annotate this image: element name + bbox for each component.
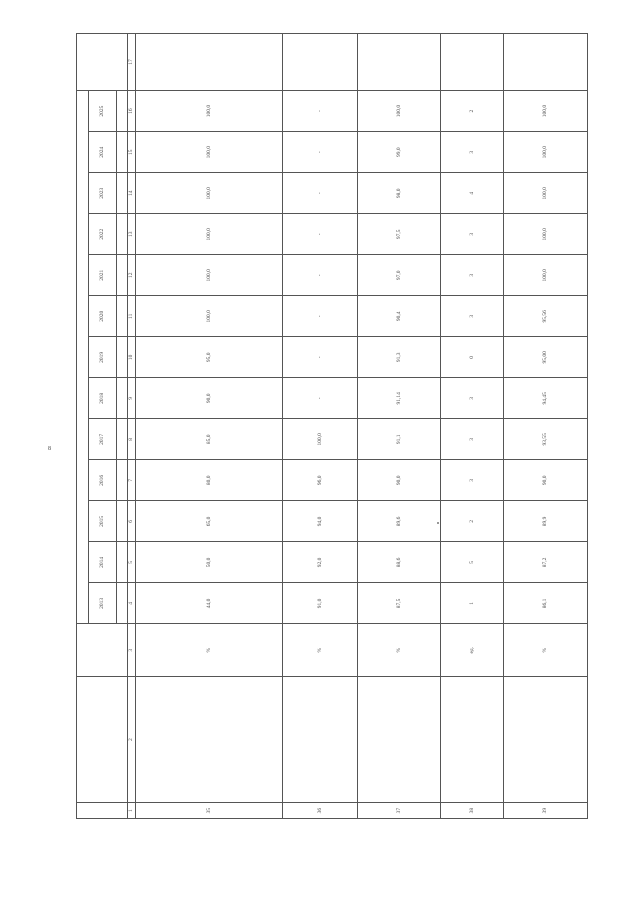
column-number: 2: [128, 677, 136, 803]
value-cell: 44,0: [136, 583, 283, 624]
value-cell: 90,0: [504, 460, 588, 501]
header-year: 2019: [89, 337, 117, 378]
header-year: 2013: [89, 583, 117, 624]
unit-cell: %: [283, 624, 358, 677]
header-year: 2024: [89, 132, 117, 173]
section-cell: [136, 34, 283, 91]
value-cell: 86,1: [504, 583, 588, 624]
header-year: 2023: [89, 173, 117, 214]
indicator-table-sheet: [76, 33, 584, 819]
header-unit: [77, 624, 128, 677]
column-number: 4: [128, 583, 136, 624]
value-cell: 100,0: [504, 132, 588, 173]
section-cell: [358, 34, 441, 91]
header-year-note: [117, 337, 128, 378]
column-number: 12: [128, 255, 136, 296]
header-year-note: [117, 132, 128, 173]
value-cell: 100,0: [136, 296, 283, 337]
value-cell: 100,0: [504, 173, 588, 214]
header-year: 2017: [89, 419, 117, 460]
column-number: 8: [128, 419, 136, 460]
value-cell: 88,6: [358, 542, 441, 583]
value-cell: 97,0: [358, 255, 441, 296]
value-cell: 100,0: [504, 91, 588, 132]
value-cell: 95,00: [504, 337, 588, 378]
value-cell: 92,0: [283, 542, 358, 583]
value-cell: 100,0: [136, 214, 283, 255]
column-number: 11: [128, 296, 136, 337]
unit-cell: %: [358, 624, 441, 677]
indicator-table: [76, 33, 588, 819]
value-cell: 2: [441, 91, 504, 132]
value-cell: 0: [441, 337, 504, 378]
value-cell: -: [283, 255, 358, 296]
column-number: 10: [128, 337, 136, 378]
header-indicator-name: [77, 677, 128, 803]
column-number: 5: [128, 542, 136, 583]
column-number: 3: [128, 624, 136, 677]
value-cell: 89,6: [358, 501, 441, 542]
value-cell: -: [283, 91, 358, 132]
header-year-note: [117, 255, 128, 296]
unit-cell: %: [504, 624, 588, 677]
value-cell: 80,0: [136, 460, 283, 501]
header-year: 2020: [89, 296, 117, 337]
header-year-note: [117, 173, 128, 214]
column-number: 17: [128, 34, 136, 91]
value-cell: 100,0: [358, 91, 441, 132]
value-cell: 91,3: [358, 337, 441, 378]
column-number: 15: [128, 132, 136, 173]
value-cell: 95,56: [504, 296, 588, 337]
value-cell: 87,2: [504, 542, 588, 583]
header-year: 2016: [89, 460, 117, 501]
value-cell: 91,1: [358, 419, 441, 460]
value-cell: -: [283, 296, 358, 337]
section-cell: [504, 34, 588, 91]
column-number: 7: [128, 460, 136, 501]
indicator-name: [136, 677, 283, 803]
value-cell: 100,0: [136, 132, 283, 173]
value-cell: 3: [441, 214, 504, 255]
column-number: 14: [128, 173, 136, 214]
value-cell: 100,0: [504, 214, 588, 255]
header-year: 2015: [89, 501, 117, 542]
table-row: [136, 34, 283, 819]
row-number: 39: [504, 803, 588, 819]
header-year-note: [117, 378, 128, 419]
value-cell: 100,0: [283, 419, 358, 460]
value-cell: 97,5: [358, 214, 441, 255]
value-cell: 90,0: [136, 378, 283, 419]
table-row: [504, 34, 588, 819]
header-year-note: [117, 583, 128, 624]
column-number: 1: [128, 803, 136, 819]
indicator-name: [504, 677, 588, 803]
value-cell: 100,0: [504, 255, 588, 296]
header-year-note: [117, 296, 128, 337]
value-cell: 96,0: [283, 460, 358, 501]
page-number: 8: [48, 446, 51, 452]
value-cell: 65,0: [136, 501, 283, 542]
row-number: 37: [358, 803, 441, 819]
value-cell: 100,0: [136, 91, 283, 132]
column-number: 16: [128, 91, 136, 132]
value-cell: 3: [441, 419, 504, 460]
value-cell: 3: [441, 132, 504, 173]
unit-cell: ед.: [441, 624, 504, 677]
indicator-name: [441, 677, 504, 803]
value-cell: 91,14: [358, 378, 441, 419]
value-cell: -: [283, 337, 358, 378]
column-number: 13: [128, 214, 136, 255]
value-cell: 90,0: [358, 460, 441, 501]
table-row: [441, 34, 504, 819]
value-cell: 93,55: [504, 419, 588, 460]
value-cell: -: [283, 132, 358, 173]
header-year-note: [117, 501, 128, 542]
value-cell: 89,9: [504, 501, 588, 542]
value-cell: 91,0: [283, 583, 358, 624]
header-section: [77, 34, 128, 91]
value-cell: 100,0: [136, 255, 283, 296]
table-row: [358, 34, 441, 819]
value-cell: 95,0: [136, 337, 283, 378]
value-cell: 99,0: [358, 132, 441, 173]
value-cell: 94,45: [504, 378, 588, 419]
unit-cell: %: [136, 624, 283, 677]
header-year-note: [117, 214, 128, 255]
header-year: 2018: [89, 378, 117, 419]
value-cell: -: [283, 173, 358, 214]
header-year: 2025: [89, 91, 117, 132]
value-cell: 5: [441, 542, 504, 583]
column-number: 6: [128, 501, 136, 542]
value-cell: 50,0: [136, 542, 283, 583]
section-cell: [441, 34, 504, 91]
header-year: 2021: [89, 255, 117, 296]
value-cell: 3: [441, 460, 504, 501]
value-cell: 2: [441, 501, 504, 542]
row-number: 35: [136, 803, 283, 819]
value-cell: 90,4: [358, 296, 441, 337]
value-cell: 98,0: [358, 173, 441, 214]
value-cell: 4: [441, 173, 504, 214]
header-row-number: [77, 803, 128, 819]
value-cell: 87,5: [358, 583, 441, 624]
header-year-note: [117, 91, 128, 132]
table-row: [283, 34, 358, 819]
header-values-by-year: [77, 91, 89, 624]
value-cell: 100,0: [136, 173, 283, 214]
value-cell: 85,0: [136, 419, 283, 460]
indicator-name: [358, 677, 441, 803]
header-year: 2022: [89, 214, 117, 255]
header-year-note: [117, 542, 128, 583]
value-cell: 3: [441, 255, 504, 296]
header-year: 2014: [89, 542, 117, 583]
column-number: 9: [128, 378, 136, 419]
section-cell: [283, 34, 358, 91]
row-number: 38: [441, 803, 504, 819]
value-cell: -: [283, 214, 358, 255]
row-number: 36: [283, 803, 358, 819]
value-cell: 3: [441, 296, 504, 337]
value-cell: -: [283, 378, 358, 419]
value-cell: 1: [441, 583, 504, 624]
value-cell: 3: [441, 378, 504, 419]
indicator-name: [283, 677, 358, 803]
header-year-note: [117, 460, 128, 501]
header-year-note: [117, 419, 128, 460]
value-cell: 94,0: [283, 501, 358, 542]
